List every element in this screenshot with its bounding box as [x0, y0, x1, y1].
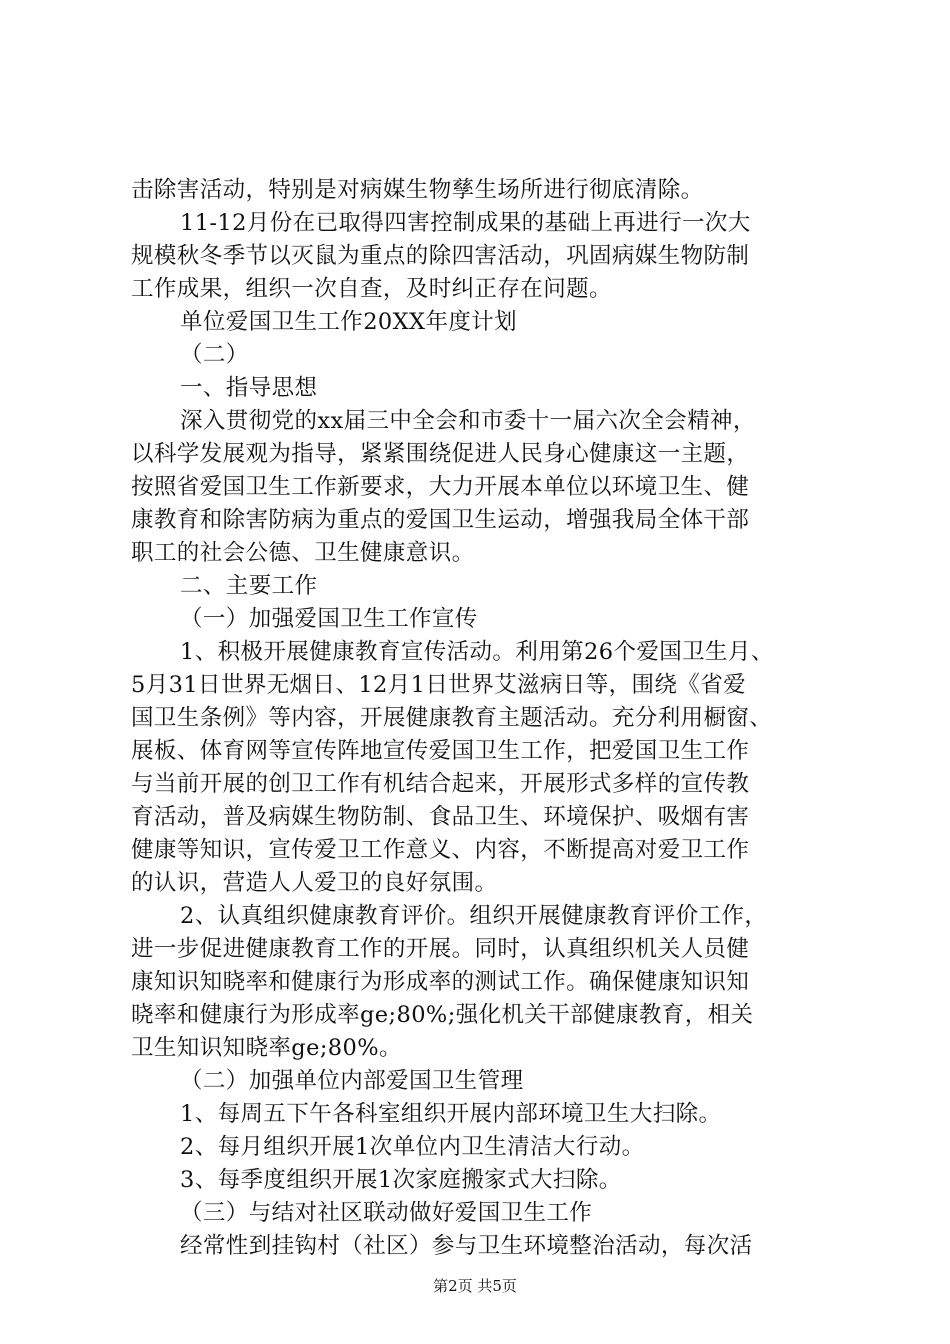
text-line: 健康等知识，宣传爱卫工作意义、内容，不断提高对爱卫工作 — [131, 837, 750, 863]
text-line: 国卫生条例》等内容，开展健康教育主题活动。充分利用橱窗、 — [131, 705, 773, 731]
text-line: 5月31日世界无烟日、12月1日世界艾滋病日等，围绕《省爱 — [131, 672, 746, 698]
text-line: 康教育和除害防病为重点的爱国卫生运动，增强我局全体干部 — [131, 507, 750, 533]
section-heading: 二、主要工作 — [180, 573, 318, 599]
text-line: 卫生知识知晓率ge;80%。 — [131, 1035, 402, 1061]
text-line: 的认识，营造人人爱卫的良好氛围。 — [131, 870, 498, 896]
subsection-heading: （一）加强爱国卫生工作宣传 — [180, 606, 478, 632]
list-item: 2、每月组织开展1次单位内卫生清洁大行动。 — [180, 1134, 645, 1160]
text-line: 11-12月份在已取得四害控制成果的基础上再进行一次大 — [180, 210, 751, 236]
text-line: 深入贯彻党的xx届三中全会和市委十一届六次全会精神， — [180, 408, 756, 434]
text-line: 职工的社会公德、卫生健康意识。 — [131, 540, 475, 566]
page-number: 第2页 共5页 — [433, 1277, 517, 1295]
section-heading: 一、指导思想 — [180, 375, 318, 401]
text-line: 经常性到挂钩村（社区）参与卫生环境整治活动，每次活 — [180, 1233, 753, 1259]
subsection-heading: （三）与结对社区联动做好爱国卫生工作 — [180, 1200, 593, 1226]
text-line: 以科学发展观为指导，紧紧围绕促进人民身心健康这一主题， — [131, 441, 750, 467]
text-line: 击除害活动，特别是对病媒生物孳生场所进行彻底清除。 — [131, 177, 704, 203]
text-line: （二） — [180, 342, 249, 368]
text-line: 晓率和健康行为形成率ge;80%;强化机关干部健康教育，相关 — [131, 1002, 754, 1028]
text-line: 康知识知晓率和健康行为形成率的测试工作。确保健康知识知 — [131, 969, 750, 995]
text-line: 与当前开展的创卫工作有机结合起来，开展形式多样的宣传教 — [131, 771, 750, 797]
subsection-heading: （二）加强单位内部爱国卫生管理 — [180, 1068, 524, 1094]
text-line: 工作成果，组织一次自查，及时纠正存在问题。 — [131, 276, 612, 302]
text-line: 展板、体育网等宣传阵地宣传爱国卫生工作，把爱国卫生工作 — [131, 738, 750, 764]
text-line: 规模秋冬季节以灭鼠为重点的除四害活动，巩固病媒生物防制 — [131, 243, 750, 269]
text-line: 育活动，普及病媒生物防制、食品卫生、环境保护、吸烟有害 — [131, 804, 750, 830]
text-line: 单位爱国卫生工作20XX年度计划 — [180, 309, 518, 335]
text-line: 按照省爱国卫生工作新要求，大力开展本单位以环境卫生、健 — [131, 474, 750, 500]
list-item: 1、每周五下午各科室组织开展内部环境卫生大扫除。 — [180, 1101, 722, 1127]
list-item: 3、每季度组织开展1次家庭搬家式大扫除。 — [180, 1167, 622, 1193]
text-line: 进一步促进健康教育工作的开展。同时，认真组织机关人员健 — [131, 936, 750, 962]
text-line: 2、认真组织健康教育评价。组织开展健康教育评价工作， — [180, 903, 768, 929]
text-line: 1、积极开展健康教育宣传活动。利用第26个爱国卫生月、 — [180, 639, 774, 665]
